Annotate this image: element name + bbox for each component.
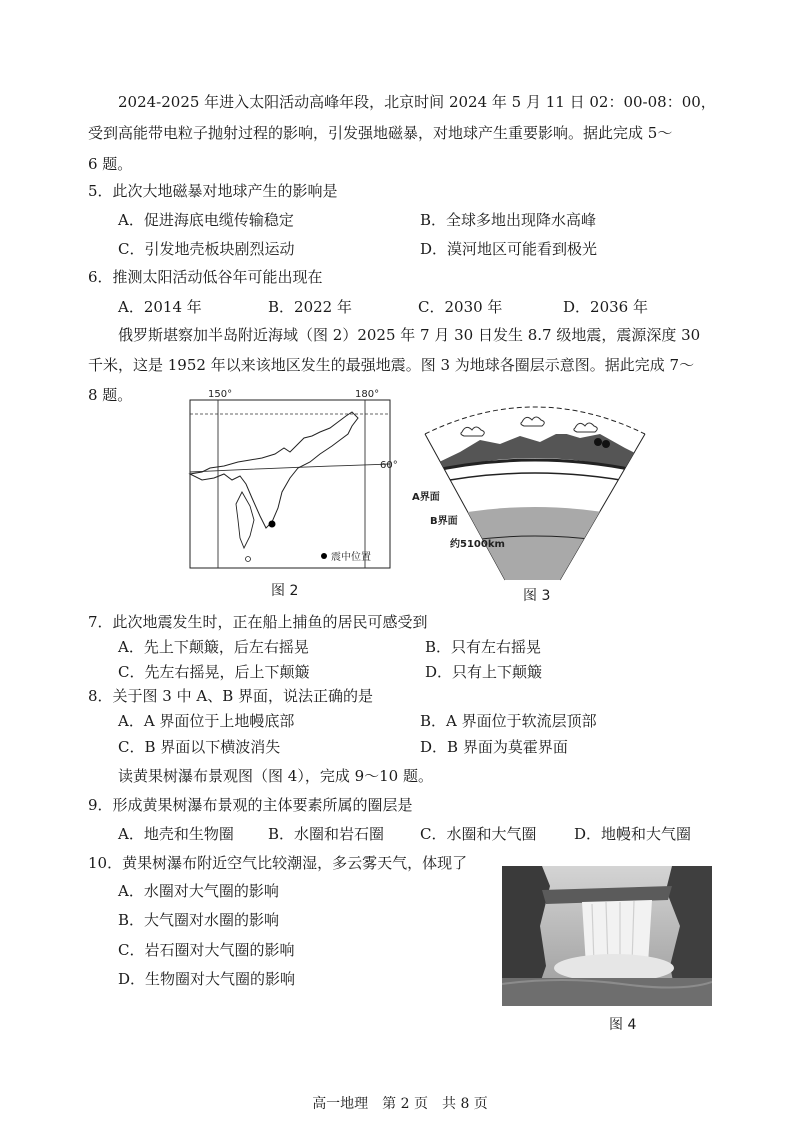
depth-label: 约5100km <box>450 539 505 550</box>
q9-option-d: D．地幔和大气圈 <box>574 825 692 843</box>
q8-option-d: D．B 界面为莫霍界面 <box>420 738 568 756</box>
q7-option-d: D．只有上下颠簸 <box>425 663 543 681</box>
q9-option-c: C．水圈和大气圈 <box>420 825 537 843</box>
intro1-line1: 2024-2025 年进入太阳活动高峰年段，北京时间 2024 年 5 月 11 日 02：00-08：00， <box>118 93 716 111</box>
tree-crown-1 <box>594 438 602 446</box>
q5-option-b: B．全球多地出现降水高峰 <box>420 211 597 229</box>
figure-2-caption: 图 2 <box>271 583 299 599</box>
q5-option-a: A．促进海底电缆传输稳定 <box>118 211 294 229</box>
q8-option-c: C．B 界面以下横波消失 <box>118 738 281 756</box>
figure-2-map <box>180 388 400 578</box>
cloud-right <box>574 423 597 432</box>
figure-3-earth-layers <box>410 392 660 582</box>
lon-180-label: 180° <box>355 389 380 400</box>
coastline <box>190 412 358 528</box>
q5-option-c: C．引发地壳板块剧烈运动 <box>118 240 295 258</box>
intro2-line2: 千米，这是 1952 年以来该地区发生的最强地震。图 3 为地球各圈层示意图。据此完成 7～ <box>88 356 695 374</box>
legend-dot <box>321 553 327 559</box>
lon-150-label: 150° <box>208 389 233 400</box>
q6-stem: 6．推测太阳活动低谷年可能出现在 <box>88 268 323 286</box>
atmosphere-boundary <box>425 407 645 434</box>
terrain <box>425 432 645 474</box>
q9-option-b: B．水圈和岩石圈 <box>268 825 385 843</box>
q8-option-b: B．A 界面位于软流层顶部 <box>420 712 597 730</box>
map-frame <box>190 400 390 568</box>
q7-option-b: B．只有左右摇晃 <box>425 638 542 656</box>
q8-stem: 8．关于图 3 中 A、B 界面，说法正确的是 <box>88 687 374 705</box>
intro3-line: 读黄果树瀑布景观图（图 4），完成 9～10 题。 <box>118 767 433 785</box>
q9-stem: 9．形成黄果树瀑布景观的主体要素所属的圈层是 <box>88 796 413 814</box>
q5-stem: 5．此次大地磁暴对地球产生的影响是 <box>88 182 338 200</box>
q6-option-c: C．2030 年 <box>418 298 503 316</box>
q6-option-d: D．2036 年 <box>563 298 648 316</box>
q10-option-c: C．岩石圈对大气圈的影响 <box>118 941 295 959</box>
q5-option-d: D．漠河地区可能看到极光 <box>420 240 598 258</box>
q10-stem: 10．黄果树瀑布附近空气比较潮湿，多云雾天气，体现了 <box>88 854 468 872</box>
intro1-line2: 受到高能带电粒子抛射过程的影响，引发强地磁暴，对地球产生重要影响。据此完成 5～ <box>88 124 673 142</box>
intro2-line3: 8 题。 <box>88 386 133 404</box>
q7-option-c: C．先左右摇晃，后上下颠簸 <box>118 663 310 681</box>
q6-option-b: B．2022 年 <box>268 298 352 316</box>
intro1-line3: 6 题。 <box>88 155 133 173</box>
page-footer: 高一地理 第 2 页 共 8 页 <box>312 1096 488 1112</box>
island <box>236 492 254 548</box>
figure-4-waterfall-photo <box>502 866 712 1006</box>
q9-option-a: A．地壳和生物圈 <box>118 825 234 843</box>
figure-3-caption: 图 3 <box>523 588 551 604</box>
small-island <box>246 557 251 562</box>
q10-option-a: A．水圈对大气圈的影响 <box>118 882 279 900</box>
q10-option-b: B．大气圈对水圈的影响 <box>118 911 280 929</box>
epicenter-dot <box>269 521 276 528</box>
b-interface-label: B界面 <box>430 516 458 527</box>
q8-option-a: A．A 界面位于上地幔底部 <box>118 712 295 730</box>
cloud-left <box>461 427 484 436</box>
q6-option-a: A．2014 年 <box>118 298 202 316</box>
figure-4-caption: 图 4 <box>609 1017 637 1033</box>
q7-stem: 7．此次地震发生时，正在船上捕鱼的居民可感受到 <box>88 613 428 631</box>
intro2-line1: 俄罗斯堪察加半岛附近海域（图 2）2025 年 7 月 30 日发生 8.7 级地震，震源深度 30 <box>118 326 701 344</box>
tree-crown-2 <box>602 440 610 448</box>
cloud-middle <box>521 417 544 426</box>
lat-60-label: 60° <box>380 460 398 471</box>
q10-option-d: D．生物圈对大气圈的影响 <box>118 970 296 988</box>
legend-label: 震中位置 <box>331 552 371 563</box>
parallel-60 <box>190 464 390 472</box>
mist <box>554 954 674 982</box>
a-interface-label: A界面 <box>412 492 440 503</box>
q7-option-a: A．先上下颠簸，后左右摇晃 <box>118 638 309 656</box>
